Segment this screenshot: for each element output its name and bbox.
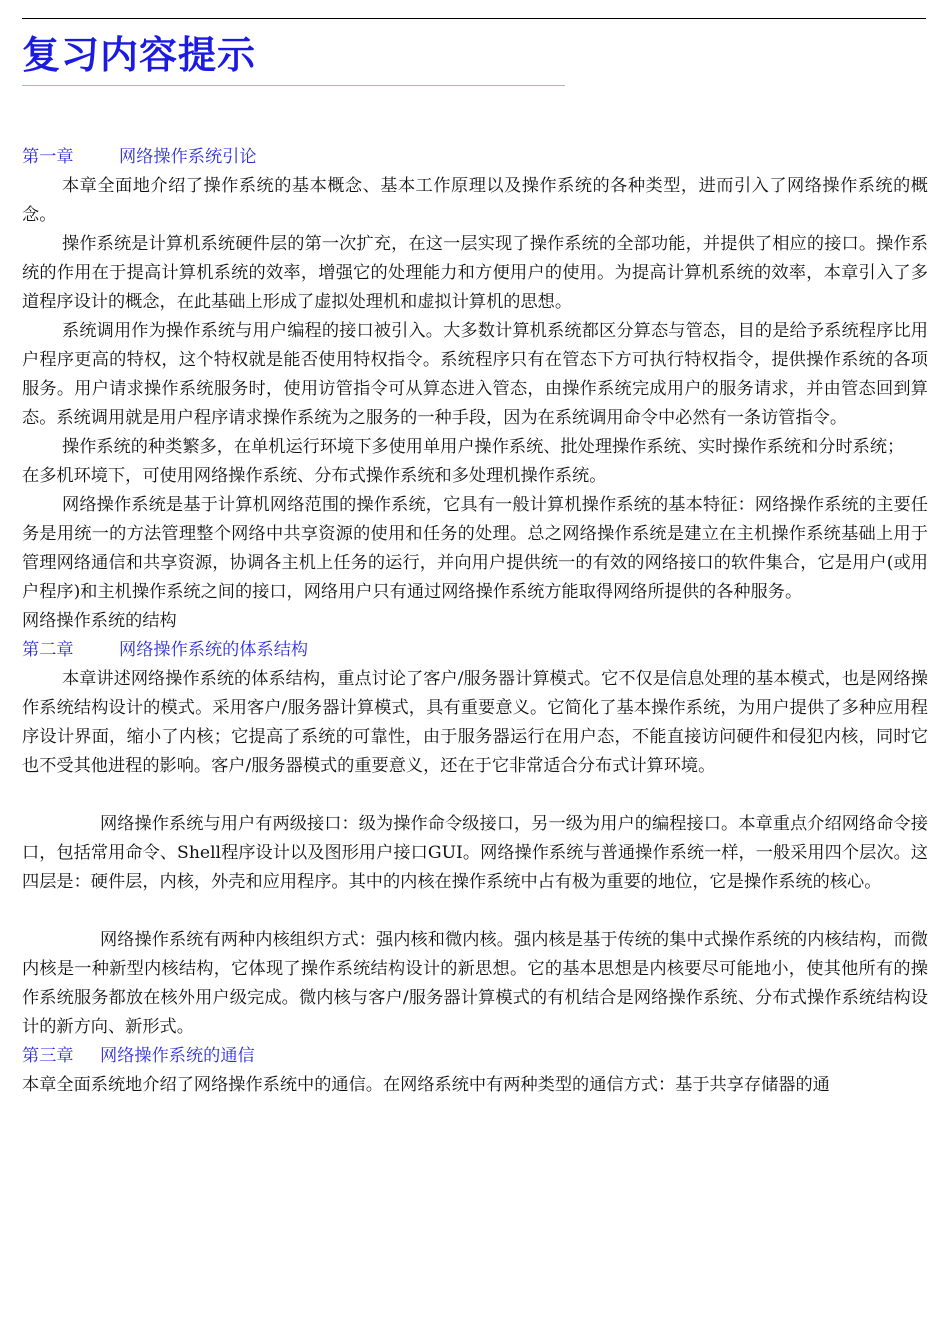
paragraph: 本章讲述网络操作系统的体系结构，重点讨论了客户/服务器计算模式。它不仅是信息处理的基本模式，也是网络操作系统结构设计的模式。采用客户/服务器计算模式，具有重要意义。它简化了基本操作系统，为用户提供了多种应用程序设计界面，缩小了内核；它提高了系统的可靠性，由于服务器运行在用户态，不能直接访问硬件和侵犯内核，同时它也不受其他进程的影响。客户/服务器模式的重要意义，还在于它非常适合分布式计算环境。 xyxy=(22,669,928,776)
paragraph: 操作系统的种类繁多，在单机运行环境下多使用单用户操作系统、批处理操作系统、实时操作系统和分时系统； xyxy=(62,437,905,457)
paragraph: 系统调用作为操作系统与用户编程的接口被引入。大多数计算机系统都区分算态与管态，目的是给予系统程序比用户程序更高的特权，这个特权就是能否使用特权指令。系统程序只有在管态下方可执行特权指令，提供操作系统的各项服务。用户请求操作系统服务时，使用访管指令可从算态进入管态，由操作系统完成用户的服务请求，并由管态回到算态。系统调用就是用户程序请求操作系统为之服务的一种手段，因为在系统调用命令中必然有一条访管指令。 xyxy=(22,321,928,428)
chapter-name: 网络操作系统引论 xyxy=(119,147,257,167)
blank-line xyxy=(22,781,928,810)
paragraph: 本章全面地介绍了操作系统的基本概念、基本工作原理以及操作系统的各种类型，进而引入了网络操作系统的概念。 xyxy=(22,176,928,225)
section-label: 网络操作系统的结构 xyxy=(22,611,177,631)
title-underline xyxy=(22,85,565,86)
chapter-number: 第二章 xyxy=(22,640,74,660)
paragraph: 网络操作系统有两种内核组织方式：强内核和微内核。强内核是基于传统的集中式操作系统的内核结构，而微内核是一种新型内核结构，它体现了操作系统结构设计的新思想。它的基本思想是内核要尽可能地小，使其他所有的操作系统服务都放在核外用户级完成。微内核与客户/服务器计算模式的有机结合是网络操作系统、分布式操作系统结构设计的新方向、新形式。 xyxy=(22,930,928,1037)
chapter-number: 第一章 xyxy=(22,147,74,167)
paragraph: 在多机环境下，可使用网络操作系统、分布式操作系统和多处理机操作系统。 xyxy=(22,466,607,486)
chapter-number: 第三章 xyxy=(22,1046,74,1066)
chapter-heading-3 xyxy=(22,1042,928,1071)
paragraph: 网络操作系统是基于计算机网络范围的操作系统，它具有一般计算机操作系统的基本特征：网络操作系统的主要任务是用统一的方法管理整个网络中共享资源的使用和任务的处理。总之网络操作系统是建立在主机操作系统基础上用于管理网络通信和共享资源，协调各主机上任务的运行，并向用户提供统一的有效的网络接口的软件集合，它是用户(或用户程序)和主机操作系统之间的接口，网络用户只有通过网络操作系统方能取得网络所提供的各种服务。 xyxy=(22,495,928,602)
chapter-heading-2 xyxy=(22,636,928,665)
chapter-name: 网络操作系统的体系结构 xyxy=(119,640,309,660)
paragraph: 操作系统是计算机系统硬件层的第一次扩充，在这一层实现了操作系统的全部功能，并提供了相应的接口。操作系统的作用在于提高计算机系统的效率，增强它的处理能力和方便用户的使用。为提高计算机系统的效率，本章引入了多道程序设计的概念，在此基础上形成了虚拟处理机和虚拟计算机的思想。 xyxy=(22,234,928,312)
top-rule xyxy=(22,18,926,19)
paragraph: 网络操作系统与用户有两级接口：级为操作命令级接口，另一级为用户的编程接口。本章重点介绍网络命令接口，包括常用命令、Shell程序设计以及图形用户接口GUI。网络操作系统与普通操作系统一样，一般采用四个层次。这四层是：硬件层，内核，外壳和应用程序。其中的内核在操作系统中占有极为重要的地位，它是操作系统的核心。 xyxy=(22,814,928,892)
page-title: 复习内容提示 xyxy=(22,33,257,77)
blank-line xyxy=(22,897,928,926)
paragraph: 本章全面系统地介绍了网络操作系统中的通信。在网络系统中有两种类型的通信方式：基于共享存储器的通 xyxy=(22,1075,830,1095)
chapter-heading-1 xyxy=(22,143,928,172)
chapter-name: 网络操作系统的通信 xyxy=(100,1046,255,1066)
document-body xyxy=(22,143,928,1100)
